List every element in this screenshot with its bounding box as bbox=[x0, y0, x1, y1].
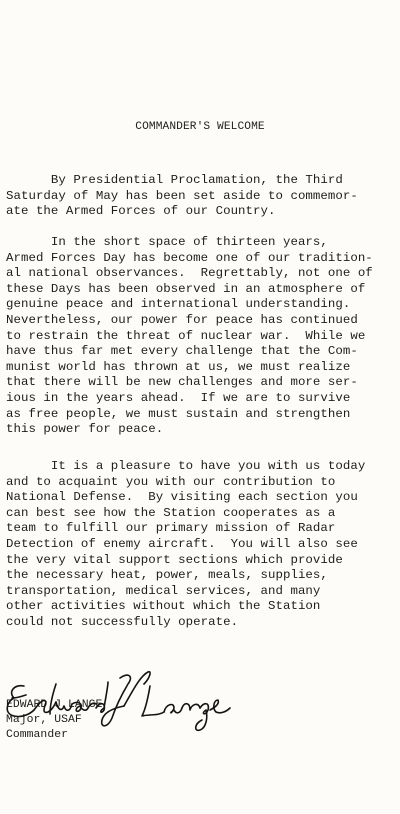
paragraph-line: other activities without which the Station bbox=[6, 599, 321, 614]
paragraph-line: the very vital support sections which provide bbox=[6, 552, 343, 567]
paragraph-3 bbox=[6, 459, 400, 631]
paragraph-line: Saturday of May has been set aside to commemor- bbox=[6, 188, 358, 203]
paragraph-line: Detection of enemy aircraft. You will also see bbox=[6, 536, 358, 551]
paragraph-line: munist world has thrown at us, we must realize bbox=[6, 359, 351, 374]
paragraph-line: al national observances. Regrettably, not one of bbox=[6, 266, 373, 281]
signer-name: EDWARD J LANGE bbox=[6, 699, 103, 711]
paragraph-line: as free people, we must sustain and strengthen bbox=[6, 406, 351, 421]
handwritten-signature bbox=[0, 662, 240, 732]
paragraph-line: team to fulfill our primary mission of Radar bbox=[6, 521, 336, 536]
paragraph-line: In the short space of thirteen years, bbox=[6, 235, 328, 249]
paragraph-line: and to acquaint you with our contribution to bbox=[6, 474, 336, 489]
letter-title: COMMANDER'S WELCOME bbox=[135, 121, 265, 133]
paragraph-line: ate the Armed Forces of our Country. bbox=[6, 204, 276, 219]
signer-position: Commander bbox=[6, 729, 68, 742]
paragraph-line: genuine peace and international understanding. bbox=[6, 297, 351, 312]
paragraph-line: could not successfully operate. bbox=[6, 614, 239, 629]
signer-rank: Major, USAF bbox=[6, 714, 82, 727]
paragraph-line: the necessary heat, power, meals, supplies, bbox=[6, 568, 328, 583]
paragraph-line: can best see how the Station cooperates as a bbox=[6, 505, 336, 520]
paragraph-line: transportation, medical services, and many bbox=[6, 583, 321, 598]
paragraph-line: that there will be new challenges and more ser- bbox=[6, 375, 358, 390]
paragraph-line: Nevertheless, our power for peace has continued bbox=[6, 312, 358, 327]
paragraph-line: National Defense. By visiting each section you bbox=[6, 490, 358, 505]
paragraph-2 bbox=[6, 235, 400, 438]
paragraph-line: have thus far met every challenge that the Com- bbox=[6, 344, 358, 359]
paragraph-line: ious in the years ahead. If we are to survive bbox=[6, 390, 351, 405]
paragraph-1 bbox=[6, 173, 400, 220]
paragraph-line: By Presidential Proclamation, the Third bbox=[6, 173, 343, 187]
paragraph-line: to restrain the threat of nuclear war. While we bbox=[6, 328, 366, 343]
paragraph-line: this power for peace. bbox=[6, 422, 164, 437]
paragraph-line: these Days has been observed in an atmosphere of bbox=[6, 281, 366, 296]
paragraph-line: It is a pleasure to have you with us today bbox=[6, 459, 366, 473]
paragraph-line: Armed Forces Day has become one of our tradition- bbox=[6, 250, 373, 265]
